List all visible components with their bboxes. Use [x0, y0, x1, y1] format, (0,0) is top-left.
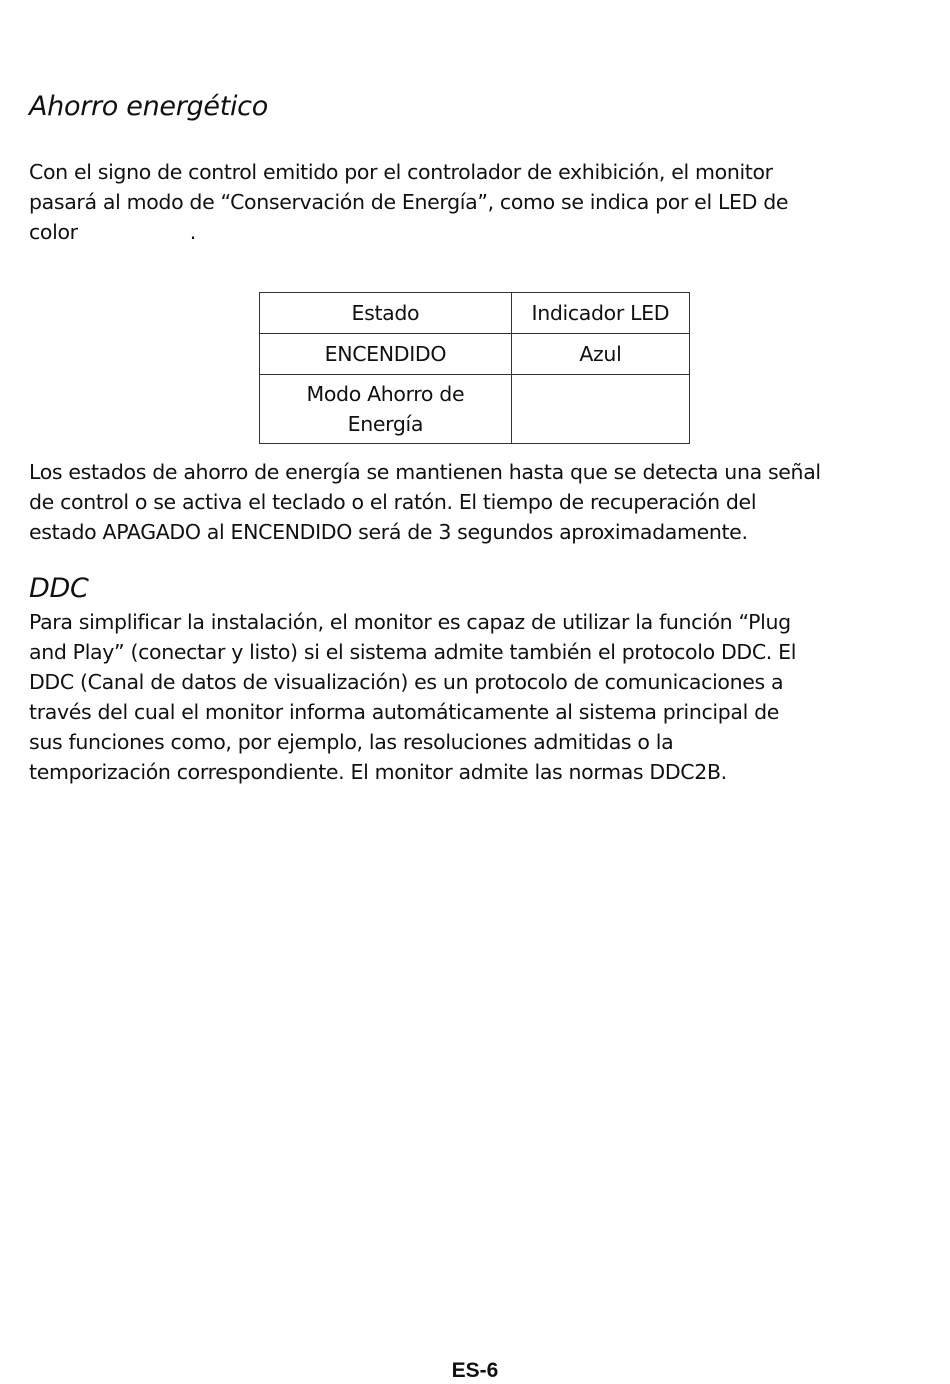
ddc-line-4: través del cual el monitor informa automáticamente al sistema principal de — [29, 700, 780, 724]
intro-period: . — [189, 220, 196, 244]
ddc-line-2: and Play” (conectar y listo) si el sistema admite también el protocolo DDC. El — [29, 640, 797, 664]
led-status-table — [259, 292, 690, 444]
header-state: Estado — [260, 293, 512, 334]
intro-line-1: Con el signo de control emitido por el controlador de exhibición, el monitor — [29, 160, 773, 184]
cell-state-power-saving — [260, 375, 512, 444]
cell-led-on: Azul — [511, 334, 689, 375]
table-header-row — [260, 293, 690, 334]
page-number: ES-6 — [451, 1359, 499, 1382]
note-line-1: Los estados de ahorro de energía se mantienen hasta que se detecta una señal — [29, 460, 821, 484]
intro-line-2: pasará al modo de “Conservación de Energía”, como se indica por el LED de — [29, 190, 789, 214]
intro-line-3 — [29, 217, 929, 247]
ddc-line-6: temporización correspondiente. El monitor admite las normas DDC2B. — [29, 760, 727, 784]
ddc-line-5: sus funciones como, por ejemplo, las resoluciones admitidas o la — [29, 730, 674, 754]
power-saving-heading: Ahorro energético — [29, 91, 268, 122]
cell-state-on: ENCENDIDO — [260, 334, 512, 375]
table-row — [260, 375, 690, 444]
power-saving-note — [29, 457, 929, 547]
ddc-heading: DDC — [29, 573, 89, 604]
cell-led-power-saving — [511, 375, 689, 444]
intro-color-word: color — [29, 220, 78, 244]
power-saving-intro — [29, 157, 929, 247]
cell-state-power-saving-line-1: Modo Ahorro de — [306, 382, 465, 406]
ddc-paragraph — [29, 607, 929, 787]
ddc-line-3: DDC (Canal de datos de visualización) es un protocolo de comunicaciones a — [29, 670, 784, 694]
note-line-3: estado APAGADO al ENCENDIDO será de 3 segundos aproximadamente. — [29, 520, 748, 544]
note-line-2: de control o se activa el teclado o el ratón. El tiempo de recuperación del — [29, 490, 757, 514]
table-row — [260, 334, 690, 375]
header-led: Indicador LED — [511, 293, 689, 334]
cell-state-power-saving-line-2: Energía — [347, 412, 424, 436]
ddc-line-1: Para simplificar la instalación, el monitor es capaz de utilizar la función “Plug — [29, 610, 791, 634]
